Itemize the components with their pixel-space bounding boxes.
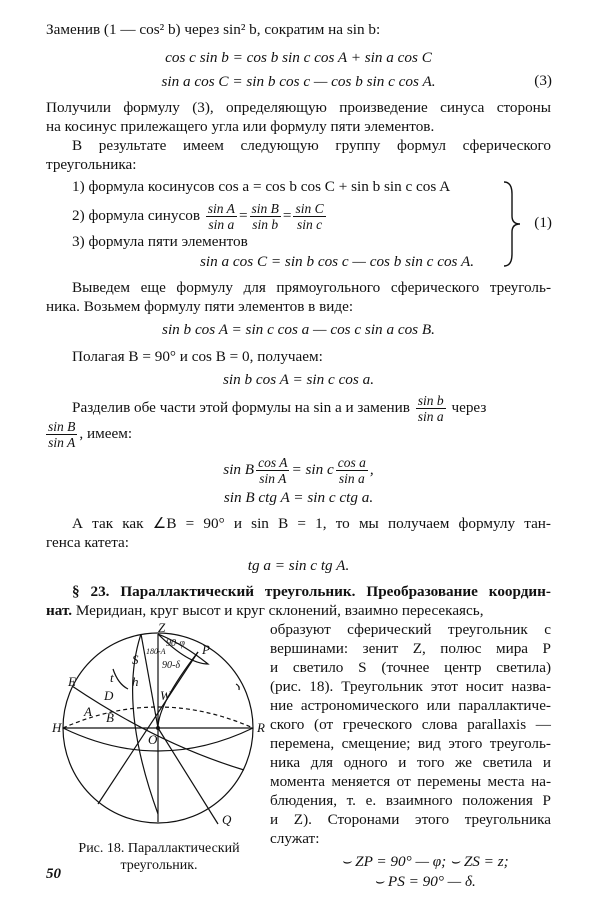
section-heading-end: нат.	[46, 602, 73, 619]
text-line: образуют сферический треугольник с	[270, 621, 551, 638]
fraction: $\frac{\text{sin B}}{\text{sin A}}$	[48, 419, 76, 451]
text-line: (рис. 18). Треугольник этот носит назва-	[270, 678, 551, 695]
label-E: E	[68, 674, 76, 689]
equation: sin b cos A = sin c cos a — cos c sin a cos B.	[162, 321, 435, 338]
equation: ⌣ ZP = 90° — φ; ⌣ ZS = z;	[341, 853, 509, 870]
formula-five-elements: sin a cos C = sin b cos c — cos b sin c cos A.	[200, 253, 475, 270]
equation-3b: sin a cos C = sin b cos c — cos b sin c cos A.	[161, 73, 436, 90]
text-line: блюдения, т. е. взаимного положения P	[270, 792, 551, 809]
text-line: В результате имеем следующую группу формул сферического	[72, 137, 551, 154]
label-O: O	[148, 732, 158, 747]
label-D: D	[104, 688, 114, 703]
axis-line	[158, 728, 218, 824]
text-line: ника для одного и того же светила и	[270, 754, 551, 771]
figure-parallactic-triangle	[38, 620, 265, 832]
label-arc-90-phi: 90-φ	[166, 638, 185, 649]
text-line: ского (от греческого слова parallaxis —	[270, 716, 551, 733]
text-line: Получили формулу (3), определяющую произведение синуса стороны	[46, 99, 551, 116]
text-line: на косинус прилежащего угла или формулу пяти элементов.	[46, 118, 435, 135]
label-Z: Z	[158, 620, 166, 635]
arc-t	[113, 669, 128, 689]
text-line: служат:	[270, 830, 320, 847]
label-H: H	[52, 720, 62, 735]
text-line: Выведем еще формулу для прямоугольного сферического треуголь-	[72, 279, 551, 296]
equation: ⌣ PS = 90° — δ.	[374, 873, 476, 890]
page-number: 50	[46, 866, 61, 882]
text-line: Полагая B = 90° и cos B = 0, получаем:	[72, 348, 323, 365]
text-line: Разделив обе части этой формулы на sin a и заменив $\frac{\text{sin b}}{\text{sin a}}$ через	[72, 393, 487, 425]
label-Q: Q	[222, 812, 232, 827]
label-h: h	[132, 674, 139, 689]
text-line: момента меняется от перемены места на-	[270, 773, 551, 790]
equation-number: (1)	[534, 214, 552, 231]
formula-label: 2) формула синусов	[72, 207, 200, 224]
figure-caption: Рис. 18. Параллактический	[78, 841, 240, 856]
text-line: и светило S (точнее центр светила)	[270, 659, 551, 676]
equation: sin B $\frac{\text{cos A}}{\text{sin A}}$ = sin c $\frac{\text{cos a}}{\text{sin a}}$ ,	[223, 455, 374, 487]
label-R: R	[257, 720, 265, 735]
equation-number: (3)	[534, 72, 552, 89]
formula-cosines: 1) формула косинусов cos a = cos b cos C + sin b sin c cos A	[72, 178, 451, 195]
label-t: t	[110, 670, 114, 685]
figure-caption: треугольник.	[120, 858, 198, 873]
formula-sines: 2) формула синусов $\frac{\text{sin A}}{\text{sin a}}$ = $\frac{\text{sin B}}{\text{sin b}}$ = $\frac{\text{sin C}}{\text{sin c}}$	[72, 201, 324, 233]
fraction: $\frac{\text{sin b}}{\text{sin a}}$	[417, 393, 444, 425]
equation-3a: cos c sin b = cos b sin c cos A + sin a cos C	[165, 49, 432, 66]
tick-mark	[236, 684, 239, 690]
text-line: нат. Меридиан, круг высот и круг склонений, взаимно пересекаясь,	[46, 602, 484, 619]
fraction: $\frac{\text{sin C}}{\text{sin c}}$	[295, 201, 324, 233]
fraction: $\frac{\text{cos A}}{\text{sin A}}$	[258, 455, 288, 487]
text-line: генса катета:	[46, 534, 130, 551]
equation: tg a = sin c tg A.	[247, 557, 350, 574]
section-heading: § 23. Параллактический треугольник. Преобразование координ-	[72, 583, 551, 600]
label-S: S	[132, 652, 139, 667]
fraction: $\frac{\text{sin A}}{\text{sin a}}$	[207, 201, 235, 233]
text-line: и Z). Сторонами этого треугольника	[270, 811, 551, 828]
text-line: вершинами: зенит Z, полюс мира P	[270, 640, 551, 657]
center-dot	[156, 726, 160, 730]
equation: sin b cos A = sin c cos a.	[222, 371, 374, 388]
label-arc-90-delta: 90-δ	[162, 660, 180, 671]
text-line: ние астрономического или параллактиче-	[270, 697, 551, 714]
label-B: B	[106, 710, 114, 725]
text-line: $\frac{\text{sin B}}{\text{sin A}}$ , имеем:	[48, 419, 133, 451]
formula-five-elements-label: 3) формула пяти элементов	[72, 233, 248, 250]
label-P: P	[202, 642, 210, 657]
equation: sin B ctg A = sin c ctg a.	[223, 489, 374, 506]
fraction: $\frac{\text{cos a}}{\text{sin a}}$	[337, 455, 366, 487]
label-A: A	[84, 704, 92, 719]
text-line: треугольника:	[46, 156, 137, 173]
text-line: А так как ∠B = 90° и sin B = 1, то мы получаем формулу тан-	[72, 515, 551, 532]
text-line: перемена, смещение; вид этого треуголь-	[270, 735, 551, 752]
label-arc-180-A: 180-A	[146, 647, 166, 656]
text-line: ника. Возьмем формулу пяти элементов в виде:	[46, 298, 354, 315]
brace-icon	[500, 180, 522, 268]
label-W: W	[160, 688, 171, 703]
fraction: $\frac{\text{sin B}}{\text{sin b}}$	[251, 201, 279, 233]
text-line: Заменив (1 — cos² b) через sin² b, сократим на sin b:	[46, 21, 381, 38]
